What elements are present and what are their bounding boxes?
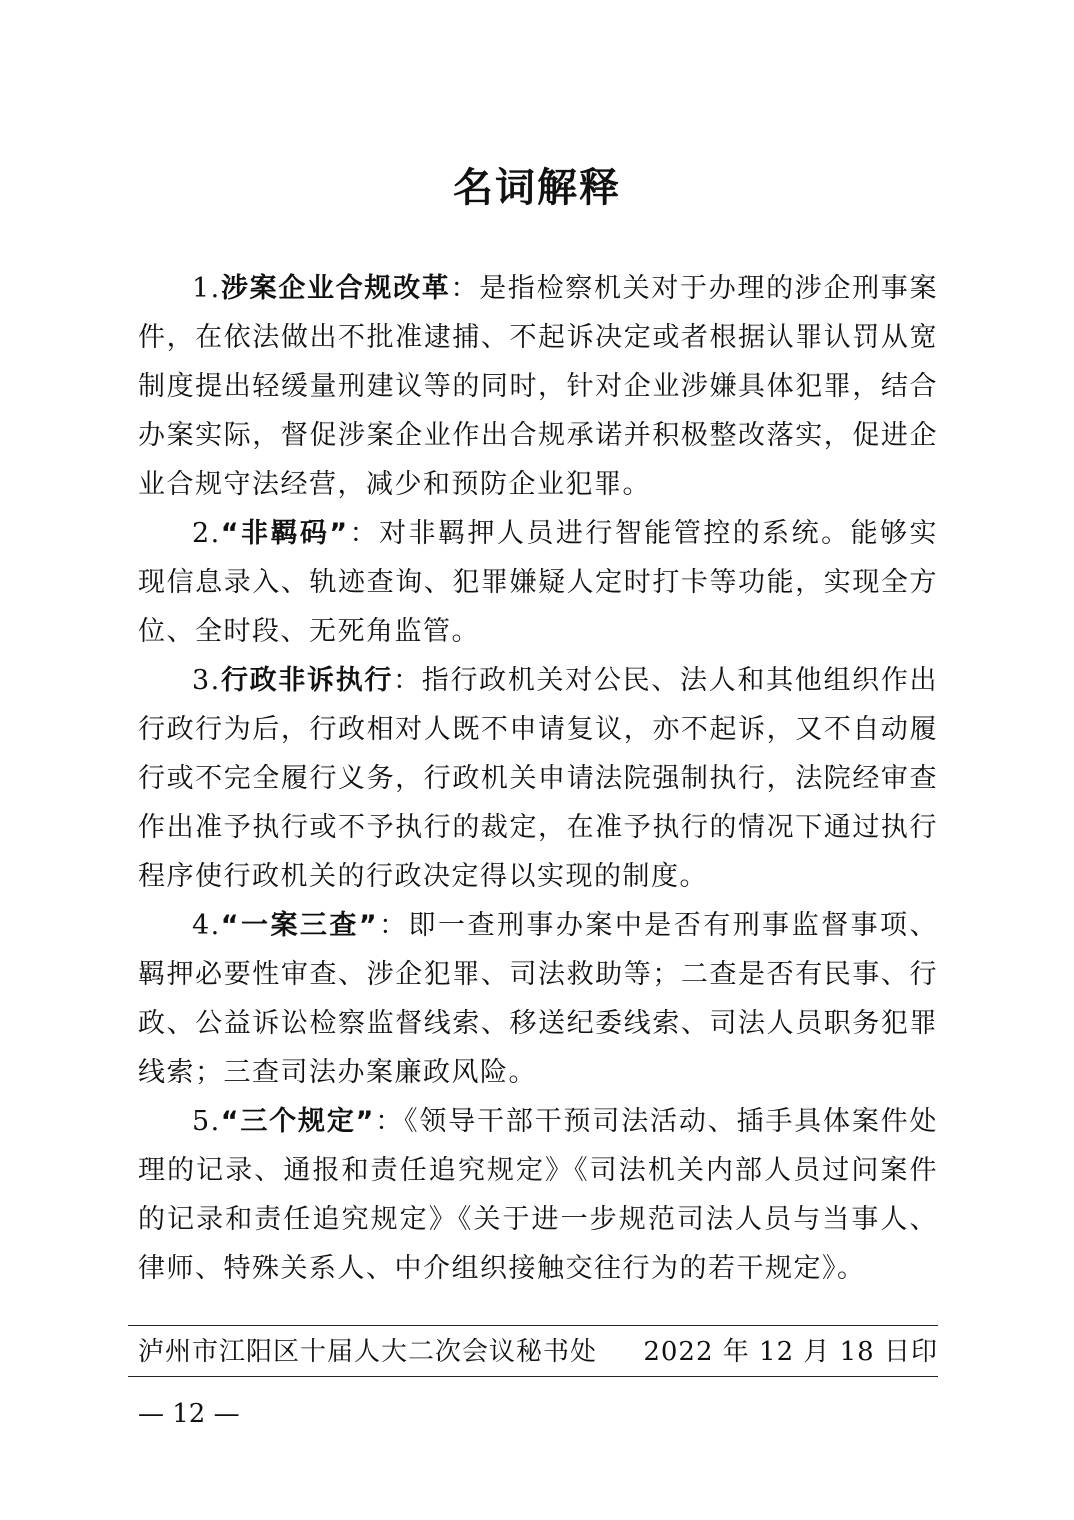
footer-issuer: 泸州市江阳区十届人大二次会议秘书处 <box>138 1337 598 1367</box>
entry-number: 1. <box>192 273 221 304</box>
entry-separator: ： <box>348 518 380 549</box>
entry-separator: ： <box>374 1106 405 1137</box>
footer-print-date: 2022 年 12 月 18 日印 <box>643 1337 938 1367</box>
entry-number: 5. <box>192 1106 221 1137</box>
entry-definition: 是指检察机关对于办理的涉企刑事案件，在依法做出不批准逮捕、不起诉决定或者根据认罪认罚从宽制度提出轻缓量刑建议等的同时，针对企业涉嫌具体犯罪，结合办案实际，督促涉案企业作出合规承诺并积极整改落实，促进企业合规守法经营，减少和预防企业犯罪。 <box>138 273 939 500</box>
footer-bottom-rule <box>128 1376 938 1377</box>
entry-term: “三个规定” <box>220 1106 375 1137</box>
glossary-entry-3 <box>138 656 938 901</box>
entry-separator: ： <box>393 665 422 696</box>
glossary-entry-2 <box>138 509 938 656</box>
entry-separator: ： <box>378 910 409 941</box>
entry-number: 2. <box>192 518 221 549</box>
entry-number: 3. <box>192 665 221 696</box>
glossary-entry-1 <box>138 264 938 509</box>
entry-term: “非羁码” <box>220 518 349 549</box>
page-number: — 12 — <box>138 1399 240 1429</box>
entry-separator: ： <box>450 273 480 304</box>
entry-definition: 即一查刑事办案中是否有刑事监督事项、羁押必要性审查、涉企犯罪、司法救助等；二查是否有民事、行政、公益诉讼检察监督线索、移送纪委线索、司法人员职务犯罪线索；三查司法办案廉政风险。 <box>138 910 939 1088</box>
entry-definition: 《领导干部干预司法活动、插手具体案件处理的记录、通报和责任追究规定》《司法机关内部人员过问案件的记录和责任追究规定》《关于进一步规范司法人员与当事人、律师、特殊关系人、中介组织接触交往行为的若干规定》。 <box>138 1106 939 1284</box>
glossary-entry-4 <box>138 901 938 1097</box>
page-title: 名词解释 <box>453 164 621 211</box>
entry-definition: 对非羁押人员进行智能管控的系统。能够实现信息录入、轨迹查询、犯罪嫌疑人定时打卡等功能，实现全方位、全时段、无死角监管。 <box>138 518 939 647</box>
glossary-body <box>138 264 938 1293</box>
entry-term: “一案三查” <box>220 910 379 941</box>
entry-number: 4. <box>192 910 221 941</box>
entry-term: 行政非诉执行 <box>220 665 394 696</box>
footer-top-rule <box>128 1325 938 1326</box>
entry-term: 涉案企业合规改革 <box>220 273 451 304</box>
entry-definition: 指行政机关对公民、法人和其他组织作出行政行为后，行政相对人既不申请复议，亦不起诉，又不自动履行或不完全履行义务，行政机关申请法院强制执行，法院经审查作出准予执行或不予执行的裁定，在准予执行的情况下通过执行程序使行政机关的行政决定得以实现的制度。 <box>138 665 939 892</box>
glossary-entry-5 <box>138 1097 938 1293</box>
